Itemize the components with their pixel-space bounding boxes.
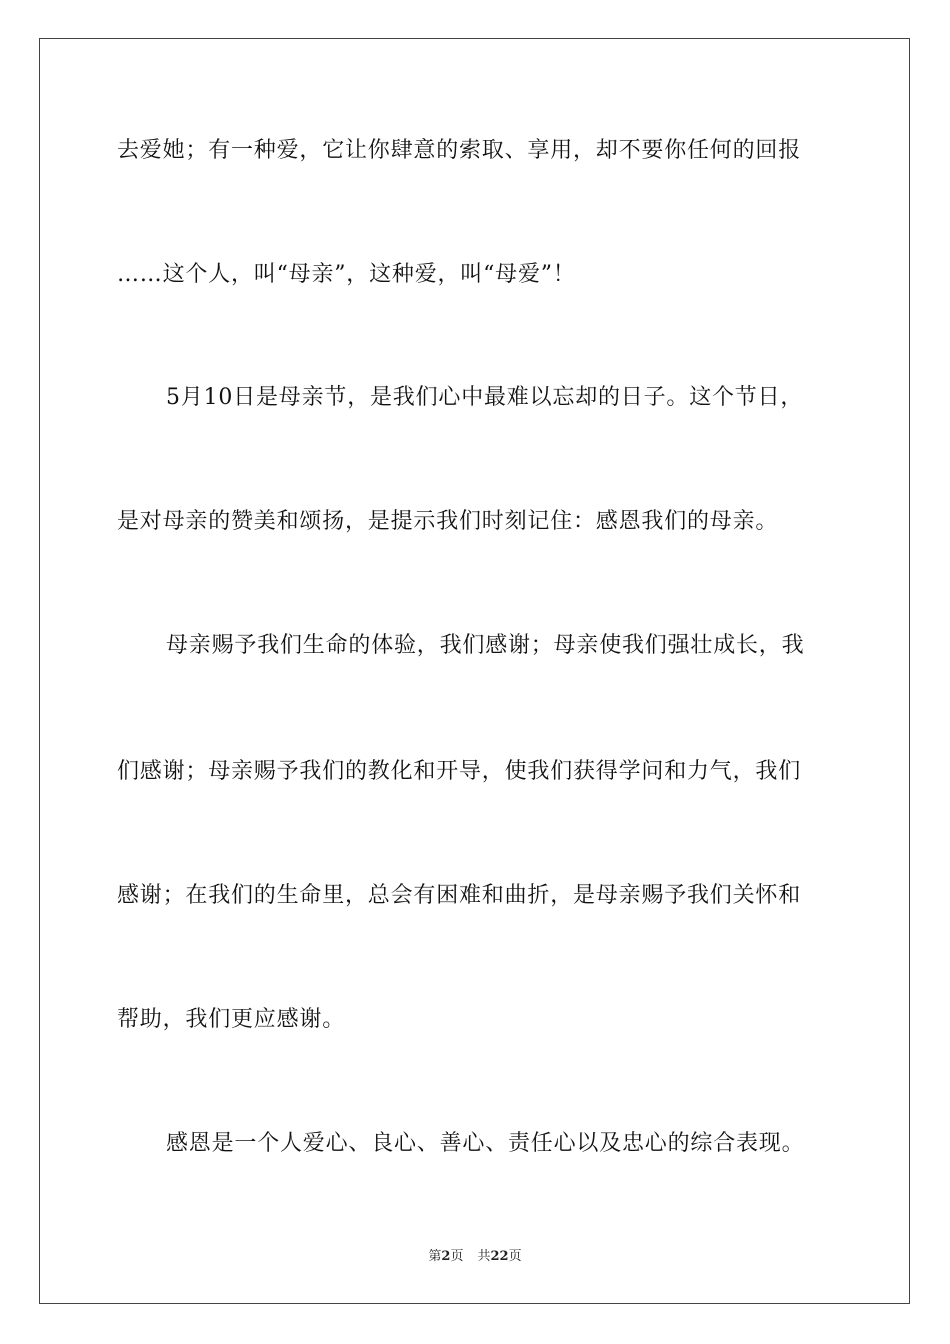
paragraph-line: 们感谢；母亲赐予我们的教化和开导，使我们获得学问和力气，我们 [117, 759, 802, 784]
page-number-suffix: 页 [450, 1249, 464, 1264]
total-pages-prefix: 共 [477, 1249, 491, 1264]
page-border [39, 38, 910, 1304]
total-pages-suffix: 页 [508, 1249, 522, 1264]
paragraph-line: 去爱她；有一种爱，它让你肆意的索取、享用，却不要你任何的回报 [117, 138, 802, 163]
current-page-number: 2 [441, 1249, 451, 1264]
paragraph-line: 帮助，我们更应感谢。 [117, 1007, 346, 1032]
paragraph-line: 5月10日是母亲节，是我们心中最难以忘却的日子。这个节日， [166, 385, 804, 410]
page-footer [0, 1248, 950, 1266]
paragraph-line: 感谢；在我们的生命里，总会有困难和曲折，是母亲赐予我们关怀和 [117, 883, 802, 908]
total-page-count: 22 [490, 1249, 509, 1264]
paragraph-line: 感恩是一个人爱心、良心、善心、责任心以及忠心的综合表现。 [166, 1131, 805, 1156]
paragraph-line: 母亲赐予我们生命的体验，我们感谢；母亲使我们强壮成长，我 [166, 633, 805, 658]
paragraph-line: ……这个人，叫“母亲”，这种爱，叫“母爱”！ [117, 262, 576, 287]
paragraph-line: 是对母亲的赞美和颂扬，是提示我们时刻记住：感恩我们的母亲。 [117, 509, 779, 534]
page-number-prefix: 第 [428, 1249, 442, 1264]
